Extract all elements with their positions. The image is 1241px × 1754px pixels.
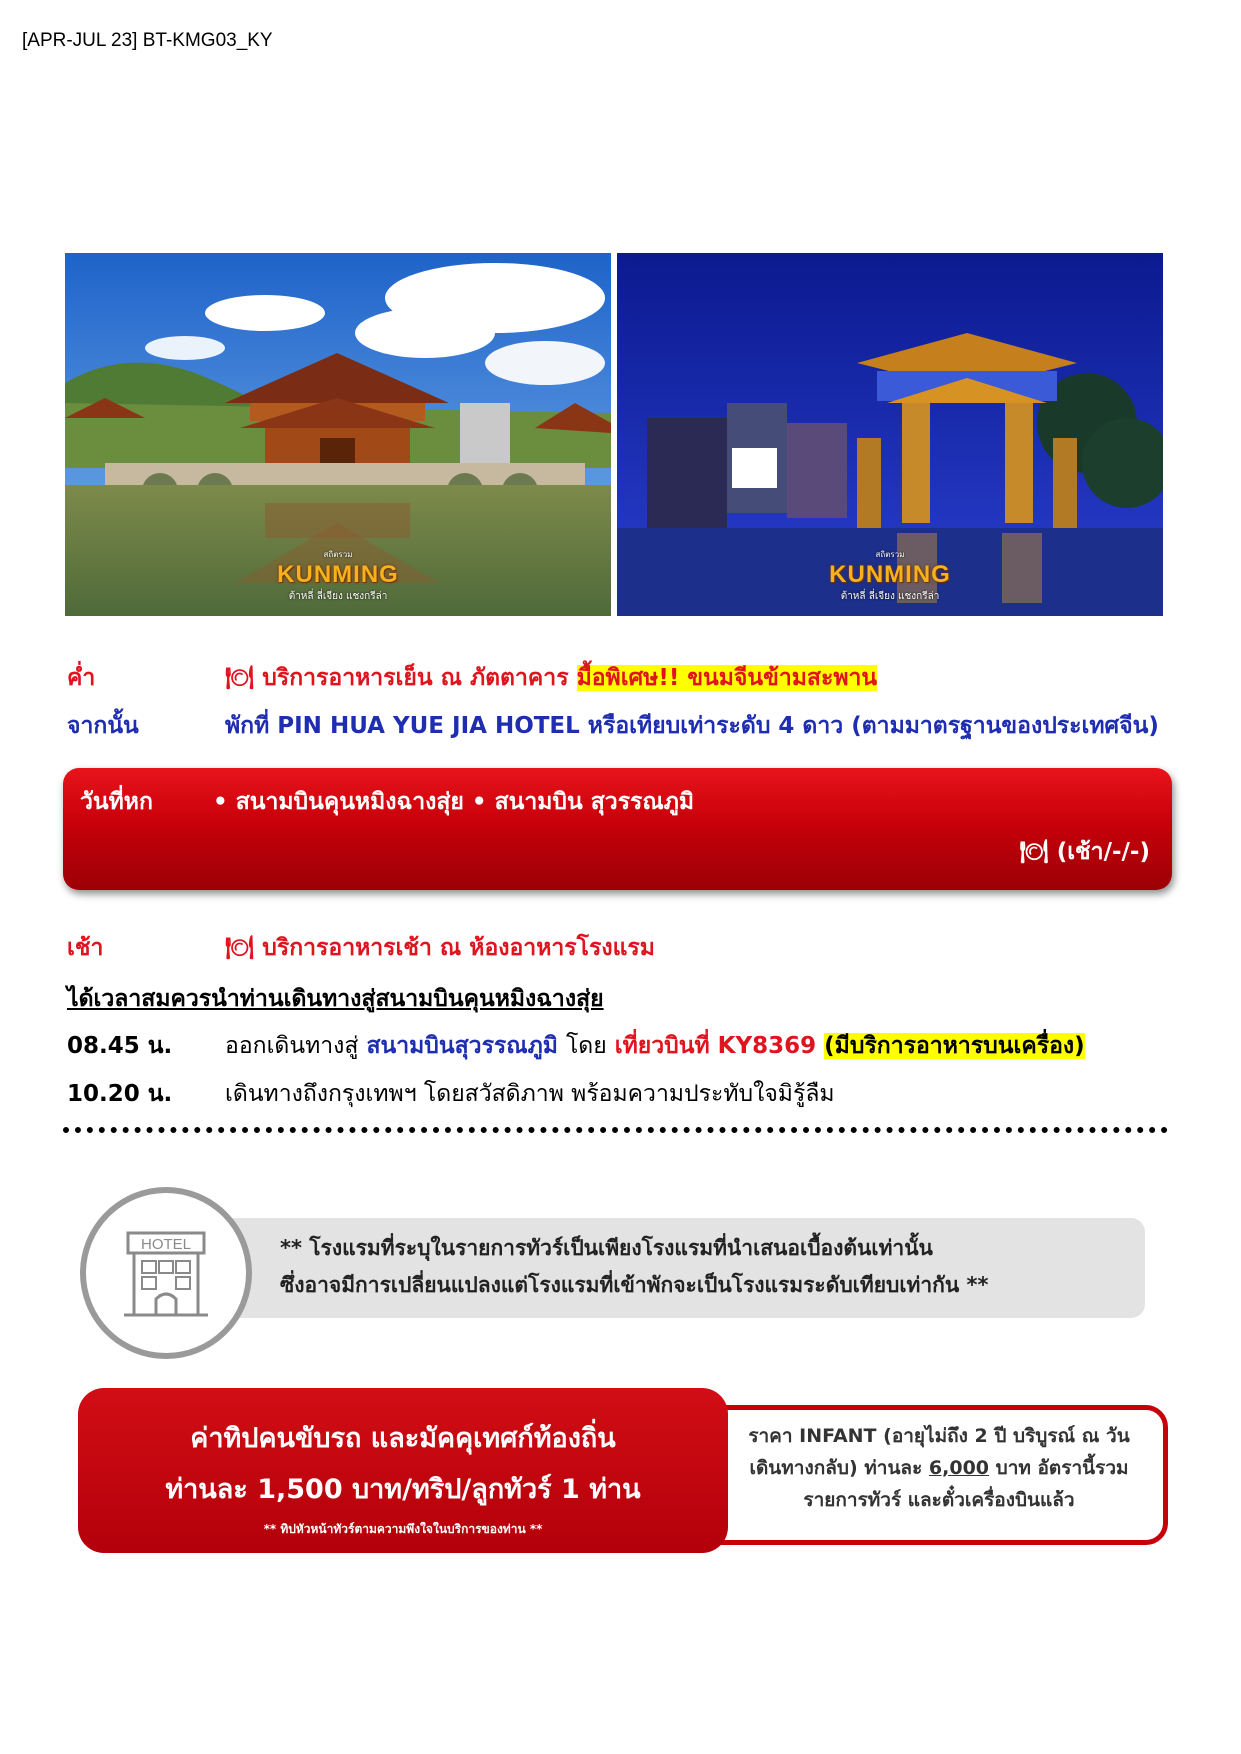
- hotel-label: จากนั้น: [67, 713, 139, 739]
- arrival-row: [67, 1076, 835, 1112]
- hotel-row: [67, 708, 1159, 744]
- hotel-notice-line2: ซึ่งอาจมีการเปลี่ยนแปลงแต่โรงแรมที่เข้าพักจะเป็นโรงแรมระดับเทียบเท่ากัน **: [280, 1273, 989, 1297]
- arrival-text: เดินทางถึงกรุงเทพฯ โดยสวัสดิภาพ พร้อมความประทับใจมิรู้ลืม: [225, 1081, 835, 1107]
- day-places: • สนามบินคุนหมิงฉางสุ่ย • สนามบิน สุวรรณภูมิ: [213, 789, 695, 815]
- infant-text-1: ราคา INFANT (อายุไม่ถึง 2 ปี บริบูรณ์ ณ วันเดินทางกลับ) ท่านละ: [748, 1425, 1130, 1479]
- tip-line3: ** ทิปหัวหน้าทัวร์ตามความพึงใจในบริการของท่าน **: [263, 1522, 543, 1536]
- hotel-icon: [80, 1187, 252, 1359]
- flight-by: โดย: [565, 1033, 607, 1059]
- kunming-temple-photo: [65, 253, 611, 616]
- meal-plate-icon: 🍽: [1019, 839, 1049, 865]
- day-label: วันที่หก: [80, 789, 153, 815]
- day-meals: [1019, 834, 1150, 870]
- flight-meal-note: (มีบริการอาหารบนเครื่อง): [824, 1033, 1085, 1059]
- tip-line2: ท่านละ 1,500 บาท/ทริป/ลูกทัวร์ 1 ท่าน: [165, 1474, 641, 1505]
- dinner-plate-icon: 🍽: [225, 665, 255, 691]
- flight-time: 08.45 น.: [67, 1033, 173, 1059]
- flight-airport: สนามบินสุวรรณภูมิ: [366, 1033, 558, 1059]
- tip-line1: ค่าทิปคนขับรถ และมัคคุเทศก์ท้องถิ่น: [190, 1423, 616, 1454]
- hotel-notice-text: [280, 1230, 989, 1304]
- breakfast-text: บริการอาหารเช้า ณ ห้องอาหารโรงแรม: [262, 935, 655, 961]
- dinner-highlight: มื้อพิเศษ!! ขนมจีนข้ามสะพาน: [576, 665, 878, 691]
- hotel-notice-line1: ** โรงแรมที่ระบุในรายการทัวร์เป็นเพียงโรงแรมที่นำเสนอเบื้องต้นเท่านั้น: [280, 1236, 933, 1260]
- dotted-divider: [63, 1127, 1168, 1133]
- infant-price-text: [740, 1420, 1138, 1516]
- kunming-archway-photo: [617, 253, 1163, 616]
- photo-watermark: สถิตรวม KUNMING ต้าหลี่ ลี่เจียง แชงกรีล่า: [829, 550, 951, 602]
- flight-row: [67, 1028, 1085, 1064]
- meal-schedule: (เช้า/-/-): [1056, 839, 1150, 865]
- photo-watermark: สถิตรวม KUNMING ต้าหลี่ ลี่เจียง แชงกรีล่า: [277, 550, 399, 602]
- hotel-text: พักที่ PIN HUA YUE JIA HOTEL หรือเทียบเท่าระดับ 4 ดาว (ตามมาตรฐานของประเทศจีน): [225, 713, 1159, 739]
- breakfast-plate-icon: 🍽: [225, 935, 255, 961]
- dinner-label: ค่ำ: [67, 665, 96, 691]
- breakfast-row: [67, 930, 655, 966]
- day-six-banner: [63, 768, 1172, 890]
- infant-text-2: บาท อัตรานี้รวมรายการทัวร์ และตั๋วเครื่องบินแล้ว: [803, 1457, 1129, 1511]
- infant-price: 6,000: [928, 1457, 990, 1479]
- tip-box: [78, 1388, 728, 1553]
- hotel-sign-text: HOTEL: [140, 1236, 192, 1253]
- document-code: [APR-JUL 23] BT-KMG03_KY: [22, 30, 273, 51]
- breakfast-label: เช้า: [67, 935, 104, 961]
- dinner-text: บริการอาหารเย็น ณ ภัตตาคาร: [262, 665, 569, 691]
- flight-text: ออกเดินทางสู่: [225, 1033, 359, 1059]
- arrival-time: 10.20 น.: [67, 1081, 173, 1107]
- flight-number: เที่ยวบินที่ KY8369: [614, 1033, 817, 1059]
- dinner-row: [67, 660, 877, 696]
- transfer-note: ได้เวลาสมควรนำท่านเดินทางสู่สนามบินคุนหมิงฉางสุ่ย: [67, 986, 604, 1012]
